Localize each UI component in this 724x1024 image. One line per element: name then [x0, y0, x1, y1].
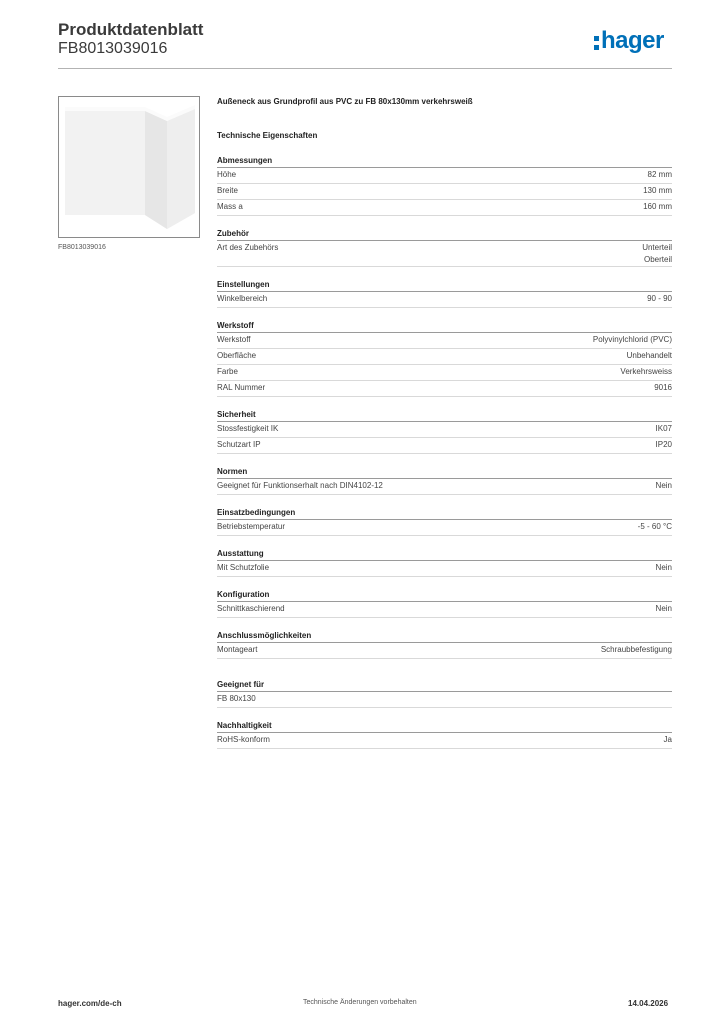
spec-row	[217, 349, 672, 365]
spec-label: Höhe	[217, 170, 237, 179]
spec-label: Schutzart IP	[217, 440, 261, 449]
spec-section	[217, 279, 672, 308]
section-title: Geeignet für	[217, 679, 672, 692]
spec-value	[642, 241, 672, 266]
spec-value: Nein	[655, 563, 672, 572]
spec-row	[217, 733, 672, 749]
spec-section	[217, 228, 672, 267]
spec-section	[217, 720, 672, 749]
spec-label: Winkelbereich	[217, 294, 268, 303]
product-image	[58, 96, 200, 238]
footer-website: hager.com/de-ch	[58, 999, 122, 1008]
section-title: Normen	[217, 466, 672, 479]
spec-value: 9016	[654, 383, 672, 392]
page-title: Produktdatenblatt	[58, 20, 204, 39]
spec-value-line: Unterteil	[642, 243, 672, 252]
spec-sections	[217, 155, 672, 749]
spec-value: Verkehrsweiss	[620, 367, 672, 376]
spec-section	[217, 409, 672, 454]
spec-label: Stossfestigkeit IK	[217, 424, 279, 433]
spec-value: IK07	[655, 424, 672, 433]
hager-logo	[594, 26, 664, 56]
section-title: Sicherheit	[217, 409, 672, 422]
spec-value: -5 - 60 °C	[637, 522, 672, 531]
spec-value: 82 mm	[647, 170, 672, 179]
spec-content	[217, 97, 672, 749]
spec-value: Schraubbefestigung	[600, 645, 672, 654]
section-title: Nachhaltigkeit	[217, 720, 672, 733]
logo-dots-icon	[594, 36, 599, 50]
logo-text: hager	[601, 27, 664, 54]
spec-value: Polyvinylchlorid (PVC)	[592, 335, 672, 344]
spec-section	[217, 548, 672, 577]
spec-value: 130 mm	[643, 186, 672, 195]
spec-section	[217, 320, 672, 397]
spec-row	[217, 643, 672, 659]
spec-label: RAL Nummer	[217, 383, 266, 392]
spec-label: Mit Schutzfolie	[217, 563, 270, 572]
spec-label: Geeignet für Funktionserhalt nach DIN4102-12	[217, 481, 383, 490]
spec-value: 90 - 90	[647, 294, 672, 303]
spec-row	[217, 692, 672, 708]
spec-label: RoHS-konform	[217, 735, 270, 744]
spec-row	[217, 561, 672, 577]
spec-section	[217, 679, 672, 708]
spec-section	[217, 155, 672, 216]
spec-label: Farbe	[217, 367, 238, 376]
spec-label: FB 80x130	[217, 694, 256, 703]
spec-label: Schnittkaschierend	[217, 604, 285, 613]
tech-properties-heading: Technische Eigenschaften	[217, 131, 318, 140]
product-description: Außeneck aus Grundprofil aus PVC zu FB 80x130mm verkehrsweiß	[217, 97, 473, 106]
spec-label: Montageart	[217, 645, 258, 654]
spec-value: Unbehandelt	[626, 351, 672, 360]
section-title: Konfiguration	[217, 589, 672, 602]
footer-disclaimer: Technische Änderungen vorbehalten	[303, 999, 417, 1006]
spec-value: Ja	[663, 735, 672, 744]
spec-row	[217, 602, 672, 618]
section-title: Ausstattung	[217, 548, 672, 561]
spec-value: Nein	[655, 481, 672, 490]
product-code: FB8013039016	[58, 40, 168, 57]
spec-label: Betriebstemperatur	[217, 522, 286, 531]
section-title: Anschlussmöglichkeiten	[217, 630, 672, 643]
spec-value-line: Oberteil	[643, 255, 672, 264]
spec-section	[217, 507, 672, 536]
spec-row	[217, 292, 672, 308]
spec-section	[217, 466, 672, 495]
spec-row	[217, 241, 672, 267]
spec-row	[217, 520, 672, 536]
section-title: Abmessungen	[217, 155, 672, 168]
spec-row	[217, 365, 672, 381]
spec-label: Art des Zubehörs	[217, 243, 279, 252]
spec-label: Werkstoff	[217, 335, 251, 344]
spec-row	[217, 381, 672, 397]
spec-row	[217, 168, 672, 184]
spec-row	[217, 479, 672, 495]
section-title: Zubehör	[217, 228, 672, 241]
spec-row	[217, 333, 672, 349]
section-title: Werkstoff	[217, 320, 672, 333]
image-caption: FB8013039016	[58, 244, 106, 251]
spec-row	[217, 200, 672, 216]
spec-label: Oberfläche	[217, 351, 257, 360]
header-divider	[58, 68, 672, 69]
spec-row	[217, 438, 672, 454]
spec-row	[217, 422, 672, 438]
spec-label: Mass a	[217, 202, 243, 211]
section-title: Einstellungen	[217, 279, 672, 292]
spec-value: IP20	[655, 440, 672, 449]
spec-section	[217, 630, 672, 659]
spec-label: Breite	[217, 186, 238, 195]
spec-row	[217, 184, 672, 200]
footer-date: 14.04.2026	[628, 999, 669, 1008]
corner-profile-image	[59, 97, 199, 237]
section-title: Einsatzbedingungen	[217, 507, 672, 520]
spec-value: 160 mm	[643, 202, 672, 211]
spec-section	[217, 589, 672, 618]
spec-value: Nein	[655, 604, 672, 613]
